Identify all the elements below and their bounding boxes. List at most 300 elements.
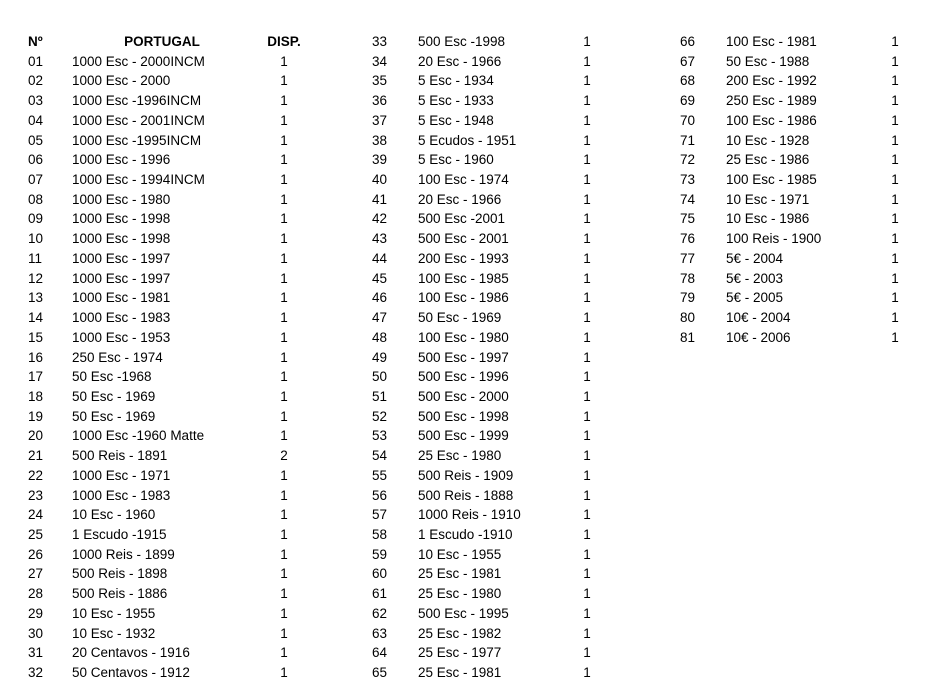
list-item [28,624,316,644]
item-quantity: 1 [891,290,899,306]
item-description: 1000 Esc - 2000INCM [72,53,205,69]
item-description: 100 Esc - 1981 [726,34,817,49]
item-number: 11 [28,250,43,266]
item-description: 10 Esc - 1955 [418,546,502,562]
item-quantity: 1 [280,349,288,365]
item-number: 12 [28,270,44,286]
item-description: 200 Esc - 1992 [726,73,817,89]
item-description: 1000 Esc - 1971 [72,467,171,483]
item-description: 50 Esc - 1969 [418,310,502,326]
item-quantity: 1 [891,270,899,286]
item-quantity: 1 [280,408,288,424]
item-description: 100 Esc - 1986 [726,112,817,128]
item-quantity: 1 [891,231,899,247]
item-description: 25 Esc - 1986 [726,152,810,168]
list-item [28,190,316,210]
list-item [680,249,904,269]
item-number: 52 [372,408,388,424]
item-number: 17 [28,369,44,385]
item-number: 60 [372,566,388,582]
item-description: 1 Escudo -1915 [72,526,167,542]
list-item [372,426,596,446]
item-number: 04 [28,112,44,128]
item-quantity: 1 [280,586,288,602]
item-number: 56 [372,487,388,503]
item-number: 48 [372,329,388,345]
item-description: 25 Esc - 1982 [418,625,502,641]
item-description: 1000 Esc - 1980 [72,191,171,207]
item-description: 500 Esc -1998 [418,34,506,49]
list-item [680,328,904,348]
item-description: 500 Esc -2001 [418,211,506,227]
item-quantity: 1 [583,172,591,188]
item-number: 65 [372,665,388,680]
item-description: 10€ - 2006 [726,329,791,345]
item-quantity: 1 [280,507,288,523]
list-item [372,190,596,210]
list-item [28,269,316,289]
item-description: 1000 Reis - 1899 [72,546,175,562]
item-number: 44 [372,250,388,266]
item-description: 5€ - 2003 [726,270,784,286]
list-item [372,466,596,486]
item-quantity: 1 [280,172,288,188]
item-number: 45 [372,270,388,286]
item-description: 25 Esc - 1981 [418,566,502,582]
list-item [372,249,596,269]
item-quantity: 1 [583,112,591,128]
item-quantity: 1 [280,112,288,128]
item-number: 09 [28,211,44,227]
item-quantity: 1 [280,53,288,69]
item-quantity: 1 [583,467,591,483]
list-item [28,308,316,328]
list-item [28,446,316,466]
list-item [372,52,596,72]
item-quantity: 1 [583,231,591,247]
item-number: 73 [680,172,696,188]
item-number: 43 [372,231,388,247]
item-quantity: 1 [891,310,899,326]
item-number: 06 [28,152,44,168]
list-item [28,328,316,348]
inventory-column-3 [680,32,904,348]
item-description: 100 Esc - 1985 [726,172,817,188]
list-item [680,229,904,249]
header-title: PORTUGAL [124,34,200,49]
item-number: 20 [28,428,44,444]
item-description: 50 Esc -1968 [72,369,152,385]
list-item [680,91,904,111]
item-quantity: 1 [583,329,591,345]
list-item [28,604,316,624]
item-number: 19 [28,408,44,424]
item-description: 1000 Esc - 1983 [72,310,171,326]
item-description: 1000 Esc - 1997 [72,250,171,266]
item-description: 500 Esc - 2001 [418,231,509,247]
item-quantity: 1 [280,605,288,621]
item-number: 75 [680,211,696,227]
item-number: 51 [372,388,388,404]
item-number: 07 [28,172,44,188]
item-quantity: 1 [280,625,288,641]
item-number: 15 [28,329,44,345]
item-number: 62 [372,605,388,621]
list-item [680,190,904,210]
item-description: 1000 Esc - 1997 [72,270,171,286]
list-item [28,466,316,486]
item-quantity: 1 [280,310,288,326]
item-number: 58 [372,526,388,542]
list-item [372,525,596,545]
list-item [28,150,316,170]
item-number: 35 [372,73,388,89]
item-description: 1000 Esc - 1998 [72,211,171,227]
item-number: 02 [28,73,44,89]
item-quantity: 1 [583,388,591,404]
header-disp: DISP. [267,34,301,49]
item-quantity: 1 [891,132,899,148]
list-item [680,269,904,289]
item-quantity: 1 [891,211,899,227]
item-number: 16 [28,349,44,365]
item-number: 61 [372,586,388,602]
item-number: 24 [28,507,44,523]
item-quantity: 1 [280,487,288,503]
item-description: 5€ - 2005 [726,290,784,306]
item-quantity: 1 [280,329,288,345]
item-description: 1000 Esc - 1981 [72,290,171,306]
item-number: 46 [372,290,388,306]
item-number: 68 [680,73,696,89]
list-item [28,170,316,190]
item-quantity: 1 [891,34,899,49]
item-number: 49 [372,349,388,365]
list-item [680,209,904,229]
header-row [28,32,316,52]
item-number: 74 [680,191,696,207]
list-item [28,367,316,387]
item-description: 500 Esc - 1997 [418,349,509,365]
item-number: 67 [680,53,696,69]
list-item [372,170,596,190]
item-quantity: 1 [891,53,899,69]
item-number: 59 [372,546,388,562]
item-quantity: 1 [583,665,591,680]
item-quantity: 1 [280,191,288,207]
item-number: 18 [28,388,44,404]
item-number: 50 [372,369,388,385]
list-item [372,446,596,466]
list-item [28,387,316,407]
item-description: 5 Ecudos - 1951 [418,132,517,148]
item-quantity: 1 [280,665,288,680]
item-number: 25 [28,526,44,542]
item-number: 54 [372,448,388,464]
item-quantity: 1 [891,73,899,89]
item-quantity: 1 [891,250,899,266]
item-quantity: 1 [583,605,591,621]
list-item [372,643,596,663]
item-quantity: 1 [583,270,591,286]
item-number: 53 [372,428,388,444]
item-quantity: 1 [583,152,591,168]
item-number: 22 [28,467,44,483]
item-quantity: 1 [583,625,591,641]
item-description: 10 Esc - 1986 [726,211,810,227]
item-quantity: 1 [583,369,591,385]
list-item [28,91,316,111]
item-description: 500 Reis - 1886 [72,586,168,602]
item-description: 10 Esc - 1928 [726,132,810,148]
item-description: 250 Esc - 1974 [72,349,163,365]
list-item [372,32,596,52]
item-number: 36 [372,93,388,109]
item-description: 250 Esc - 1989 [726,93,817,109]
list-item [372,328,596,348]
list-item [680,308,904,328]
list-item [372,288,596,308]
item-number: 23 [28,487,44,503]
item-number: 03 [28,93,44,109]
item-number: 78 [680,270,696,286]
item-description: 5€ - 2004 [726,250,784,266]
item-quantity: 1 [583,191,591,207]
list-item [372,71,596,91]
item-quantity: 1 [280,211,288,227]
item-description: 1000 Esc - 2000 [72,73,171,89]
item-description: 200 Esc - 1993 [418,250,509,266]
item-description: 500 Esc - 1996 [418,369,509,385]
item-number: 41 [372,191,388,207]
item-quantity: 1 [583,546,591,562]
item-quantity: 1 [280,250,288,266]
item-quantity: 1 [280,93,288,109]
item-description: 500 Reis - 1909 [418,467,514,483]
list-item [28,584,316,604]
item-description: 1000 Esc -1995INCM [72,132,202,148]
item-number: 32 [28,665,44,680]
list-item [680,52,904,72]
item-description: 50 Esc - 1969 [72,408,156,424]
item-number: 01 [28,53,44,69]
item-description: 50 Esc - 1988 [726,53,810,69]
list-item [372,663,596,683]
item-description: 1000 Esc - 1998 [72,231,171,247]
item-number: 14 [28,310,44,326]
item-number: 26 [28,546,44,562]
item-description: 500 Esc - 1995 [418,605,509,621]
item-number: 77 [680,250,696,266]
item-quantity: 1 [583,428,591,444]
list-item [28,407,316,427]
item-description: 1000 Esc - 1983 [72,487,171,503]
item-quantity: 1 [891,329,899,345]
item-quantity: 1 [280,290,288,306]
list-item [372,624,596,644]
item-number: 81 [680,329,696,345]
list-item [680,71,904,91]
list-item [372,545,596,565]
item-description: 50 Centavos - 1912 [72,665,190,680]
item-number: 57 [372,507,388,523]
list-item [28,426,316,446]
item-description: 10 Esc - 1932 [72,625,156,641]
item-number: 40 [372,172,388,188]
item-number: 29 [28,605,44,621]
item-quantity: 1 [583,250,591,266]
list-item [680,150,904,170]
item-quantity: 1 [280,231,288,247]
item-number: 37 [372,112,388,128]
item-quantity: 1 [583,73,591,89]
list-item [28,111,316,131]
item-quantity: 1 [583,349,591,365]
item-number: 38 [372,132,388,148]
list-item [680,32,904,52]
item-quantity: 1 [891,172,899,188]
list-item [28,288,316,308]
list-item [680,170,904,190]
inventory-column-1 [28,32,316,683]
item-description: 5 Esc - 1948 [418,112,494,128]
item-number: 79 [680,290,696,306]
item-quantity: 1 [583,211,591,227]
item-quantity: 1 [583,487,591,503]
item-quantity: 1 [280,369,288,385]
list-item [28,71,316,91]
item-description: 100 Esc - 1985 [418,270,509,286]
item-quantity: 1 [280,388,288,404]
item-number: 42 [372,211,388,227]
item-description: 500 Esc - 2000 [418,388,509,404]
item-description: 25 Esc - 1977 [418,645,502,661]
list-item [372,564,596,584]
list-item [28,131,316,151]
item-description: 5 Esc - 1933 [418,93,494,109]
item-description: 1000 Esc - 1953 [72,329,171,345]
item-quantity: 1 [280,132,288,148]
item-number: 27 [28,566,44,582]
item-description: 1000 Esc -1996INCM [72,93,202,109]
item-quantity: 1 [280,428,288,444]
list-item [28,52,316,72]
item-number: 21 [28,448,44,464]
list-item [28,249,316,269]
item-quantity: 1 [280,73,288,89]
list-item [372,111,596,131]
item-description: 25 Esc - 1980 [418,448,502,464]
item-number: 34 [372,53,388,69]
item-description: 100 Reis - 1900 [726,231,822,247]
item-number: 72 [680,152,696,168]
header-number: Nº [28,34,43,49]
item-number: 05 [28,132,44,148]
item-description: 1000 Esc - 2001INCM [72,112,205,128]
item-quantity: 1 [583,310,591,326]
item-description: 50 Esc - 1969 [72,388,156,404]
item-description: 1000 Esc - 1996 [72,152,171,168]
item-quantity: 1 [280,270,288,286]
item-number: 66 [680,34,696,49]
list-item [28,545,316,565]
list-item [680,131,904,151]
item-number: 28 [28,586,44,602]
item-number: 71 [680,132,696,148]
item-quantity: 1 [583,645,591,661]
item-number: 70 [680,112,696,128]
item-description: 100 Esc - 1986 [418,290,509,306]
item-number: 64 [372,645,388,661]
item-description: 500 Esc - 1999 [418,428,509,444]
list-item [28,348,316,368]
item-description: 20 Esc - 1966 [418,191,502,207]
list-item [372,387,596,407]
list-item [680,111,904,131]
item-quantity: 1 [583,408,591,424]
item-description: 10 Esc - 1960 [72,507,156,523]
item-quantity: 1 [280,546,288,562]
item-description: 100 Esc - 1980 [418,329,509,345]
inventory-column-2 [372,32,596,683]
list-item [372,131,596,151]
item-number: 63 [372,625,388,641]
list-item [28,663,316,683]
list-item [680,288,904,308]
item-description: 100 Esc - 1974 [418,172,509,188]
item-number: 47 [372,310,388,326]
item-description: 20 Esc - 1966 [418,53,502,69]
list-item [372,229,596,249]
item-quantity: 1 [583,448,591,464]
item-quantity: 1 [583,507,591,523]
item-quantity: 1 [583,566,591,582]
item-quantity: 1 [891,112,899,128]
list-item [28,643,316,663]
list-item [372,486,596,506]
item-description: 10€ - 2004 [726,310,791,326]
item-number: 80 [680,310,696,326]
item-description: 10 Esc - 1955 [72,605,156,621]
item-description: 500 Esc - 1998 [418,408,509,424]
list-item [372,505,596,525]
item-quantity: 1 [280,526,288,542]
item-quantity: 1 [280,645,288,661]
item-description: 500 Reis - 1898 [72,566,168,582]
list-item [28,564,316,584]
item-number: 13 [28,290,44,306]
item-number: 55 [372,467,388,483]
item-description: 1000 Esc -1960 Matte [72,428,205,444]
item-quantity: 2 [280,448,288,464]
item-description: 1 Escudo -1910 [418,526,513,542]
item-quantity: 1 [583,586,591,602]
item-quantity: 1 [583,526,591,542]
list-item [372,269,596,289]
item-number: 10 [28,231,44,247]
list-item [372,91,596,111]
item-quantity: 1 [891,191,899,207]
list-item [28,505,316,525]
item-number: 30 [28,625,44,641]
item-quantity: 1 [583,34,591,49]
item-description: 500 Reis - 1888 [418,487,514,503]
item-description: 500 Reis - 1891 [72,448,168,464]
item-description: 5 Esc - 1934 [418,73,494,89]
item-quantity: 1 [891,93,899,109]
list-item [372,348,596,368]
item-quantity: 1 [583,93,591,109]
